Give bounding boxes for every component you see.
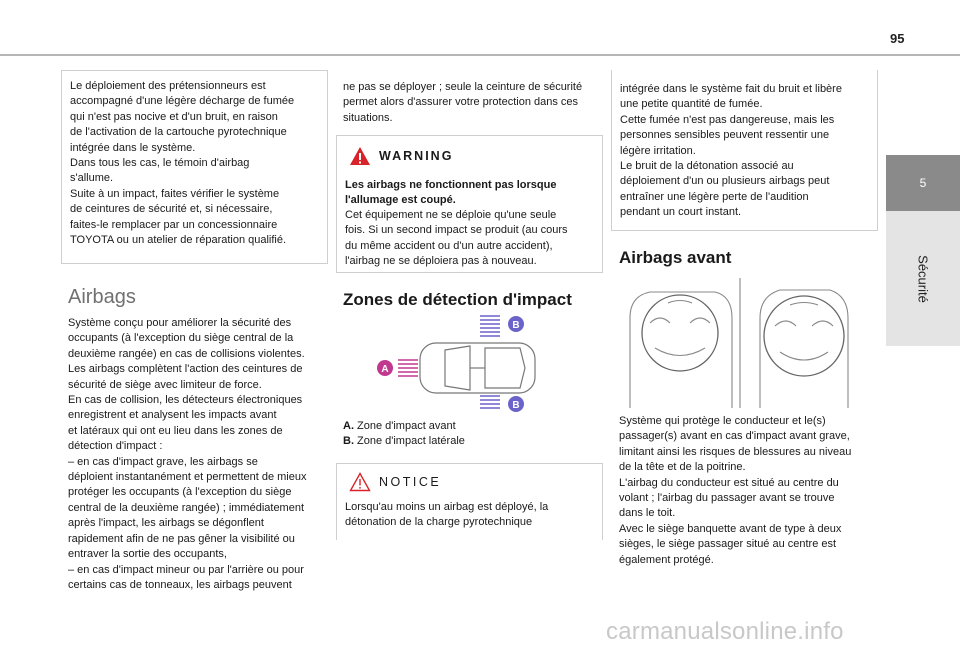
passenger-airbag <box>764 296 844 376</box>
text-line: fois. Si un second impact se produit (au cours <box>345 224 568 237</box>
passenger-seat-outline <box>760 290 848 408</box>
text-line: l'allumage est coupé. <box>345 194 456 207</box>
front-airbags-heading: Airbags avant <box>619 248 732 267</box>
text-line: Avec le siège banquette avant de type à deux <box>619 522 842 535</box>
text-line: passager(s) avant en cas d'impact avant grave, <box>619 430 850 443</box>
text-line: limitant ainsi les risques de blessures au niveau <box>619 445 852 458</box>
warning-box <box>336 135 603 273</box>
col3-box-text <box>620 82 875 221</box>
col1-info-box <box>61 70 328 264</box>
text-line: Dans tous les cas, le témoin d'airbag <box>70 157 250 170</box>
text-line: situations. <box>343 111 393 124</box>
legend-key: B. <box>343 435 354 448</box>
text-line: détonation de la charge pyrotechnique <box>345 516 533 529</box>
text-line: Cette fumée n'est pas dangereuse, mais les <box>620 113 835 126</box>
text-line: de la tête et de la poitrine. <box>619 461 746 474</box>
col2-top-text <box>343 80 608 126</box>
legend-item-b <box>343 434 608 449</box>
zone-a-label: A <box>381 364 389 375</box>
text-line: permet alors d'assurer votre protection dans ces <box>343 96 579 109</box>
text-line: accompagné d'une légère décharge de fumée <box>70 95 295 108</box>
legend-text: Zone d'impact avant <box>357 420 456 432</box>
text-line: déploient instantanément et permettent de mieux <box>68 471 307 484</box>
text-line: occupants (à l'exception du siège central de la <box>68 332 294 345</box>
notice-text <box>345 500 600 531</box>
text-line: intégrée dans le système. <box>70 141 196 154</box>
text-line: enregistrent et analysent les impacts avant <box>68 409 277 422</box>
text-line: Les airbags complètent l'action des ceintures de <box>68 363 303 376</box>
text-line: faites-le remplacer par un concessionnaire <box>70 218 278 231</box>
text-line: du même accident ou d'un autre accident), <box>345 239 553 252</box>
impact-zone-diagram <box>370 310 540 415</box>
text-line: Les airbags ne fonctionnent pas lorsque <box>345 179 557 191</box>
text-line: détection d'impact : <box>68 440 163 453</box>
text-line: volant ; l'airbag du passager avant se trouve <box>619 492 835 505</box>
text-line: intégrée dans le système fait du bruit et libère <box>620 83 842 95</box>
header-divider <box>0 54 960 56</box>
chapter-title-tab[interactable] <box>886 211 960 346</box>
driver-airbag <box>642 295 718 371</box>
text-line: déploiement d'un ou plusieurs airbags peut <box>620 175 830 188</box>
front-airbags-body <box>619 414 884 568</box>
text-line: Suite à un impact, faites vérifier le système <box>70 187 280 200</box>
warning-bold-text <box>345 178 600 209</box>
side-impact-arrows-top <box>480 316 500 336</box>
text-line: Système conçu pour améliorer la sécurité des <box>68 317 292 329</box>
text-line: s'allume. <box>70 172 114 185</box>
text-line: l'airbag ne se déploiera pas à nouveau. <box>345 255 537 268</box>
text-line: sièges, le siège passager situé au centre est <box>619 538 837 551</box>
text-line: de ceintures de sécurité et, si nécessaire, <box>70 203 273 216</box>
legend-item-a <box>343 419 608 434</box>
text-line: Lorsqu'au moins un airbag est déployé, la <box>345 501 549 513</box>
car-top-view <box>420 343 535 393</box>
text-line: de l'activation de la cartouche pyrotechnique <box>70 126 287 139</box>
warning-title: WARNING <box>379 149 454 163</box>
text-line: qui n'est pas nocive et d'un bruit, en raison <box>70 110 278 123</box>
chapter-title: Sécurité <box>915 254 931 303</box>
col3-info-box <box>611 70 878 231</box>
text-line: – en cas d'impact mineur ou par l'arrière ou pour <box>68 563 304 576</box>
front-airbags-illustration <box>620 278 860 408</box>
text-line: entraver la sortie des occupants, <box>68 548 227 561</box>
airbags-body <box>68 316 333 593</box>
side-impact-arrows-bottom <box>480 396 500 408</box>
text-line: L'airbag du conducteur est situé au centre du <box>619 476 839 489</box>
text-line: après l'impact, les airbags se dégonflent <box>68 517 264 530</box>
chapter-number-tab[interactable]: 5 <box>886 155 960 211</box>
text-line: – en cas d'impact grave, les airbags se <box>68 455 258 468</box>
text-line: pendant un court instant. <box>620 206 742 219</box>
text-line: rapidement afin de ne pas gêner la visibilité ou <box>68 532 295 545</box>
text-line: Le déploiement des prétensionneurs est <box>70 80 266 92</box>
notice-triangle-icon <box>349 472 371 492</box>
page-number: 95 <box>890 31 905 46</box>
text-line: deuxième rangée) en cas de collisions violentes. <box>68 347 305 360</box>
zone-b-label-top: B <box>512 320 520 331</box>
text-line: et latéraux qui ont eu lieu dans les zones de <box>68 424 283 437</box>
warning-header <box>349 146 453 166</box>
text-line: central de la deuxième rangée) ; immédiatement <box>68 501 305 514</box>
text-line: dans le toit. <box>619 507 676 520</box>
warning-text <box>345 208 600 270</box>
text-line: entraîner une légère perte de l'audition <box>620 190 809 203</box>
text-line: sécurité de siège avec limiteur de force. <box>68 378 262 391</box>
warning-triangle-icon <box>349 146 371 166</box>
notice-box <box>336 463 603 540</box>
impact-zones-heading: Zones de détection d'impact <box>343 290 572 309</box>
legend-text: Zone d'impact latérale <box>357 435 465 448</box>
text-line: Système qui protège le conducteur et le(s) <box>619 415 826 427</box>
col1-box-text <box>70 79 325 248</box>
text-line: ne pas se déployer ; seule la ceinture de sécurité <box>343 81 583 93</box>
text-line: légère irritation. <box>620 144 696 157</box>
impact-zone-legend <box>343 419 608 450</box>
zone-b-label-bottom: B <box>512 400 520 411</box>
airbags-heading: Airbags <box>68 286 136 308</box>
front-impact-arrows <box>398 360 418 376</box>
text-line: En cas de collision, les détecteurs électroniques <box>68 394 303 407</box>
notice-title: NOTICE <box>379 475 442 489</box>
notice-header <box>349 472 441 492</box>
text-line: Le bruit de la détonation associé au <box>620 160 794 173</box>
text-line: également protégé. <box>619 553 714 566</box>
legend-key: A. <box>343 420 354 432</box>
text-line: une petite quantité de fumée. <box>620 98 763 111</box>
text-line: Cet équipement ne se déploie qu'une seule <box>345 209 557 221</box>
watermark: carmanualsonline.info <box>606 618 844 645</box>
text-line: certains cas de tonneaux, les airbags peuvent <box>68 578 292 591</box>
text-line: TOYOTA ou un atelier de réparation qualifié. <box>70 234 287 247</box>
text-line: personnes sensibles peuvent ressentir une <box>620 129 830 142</box>
text-line: protéger les occupants (à l'exception du siège <box>68 486 292 499</box>
